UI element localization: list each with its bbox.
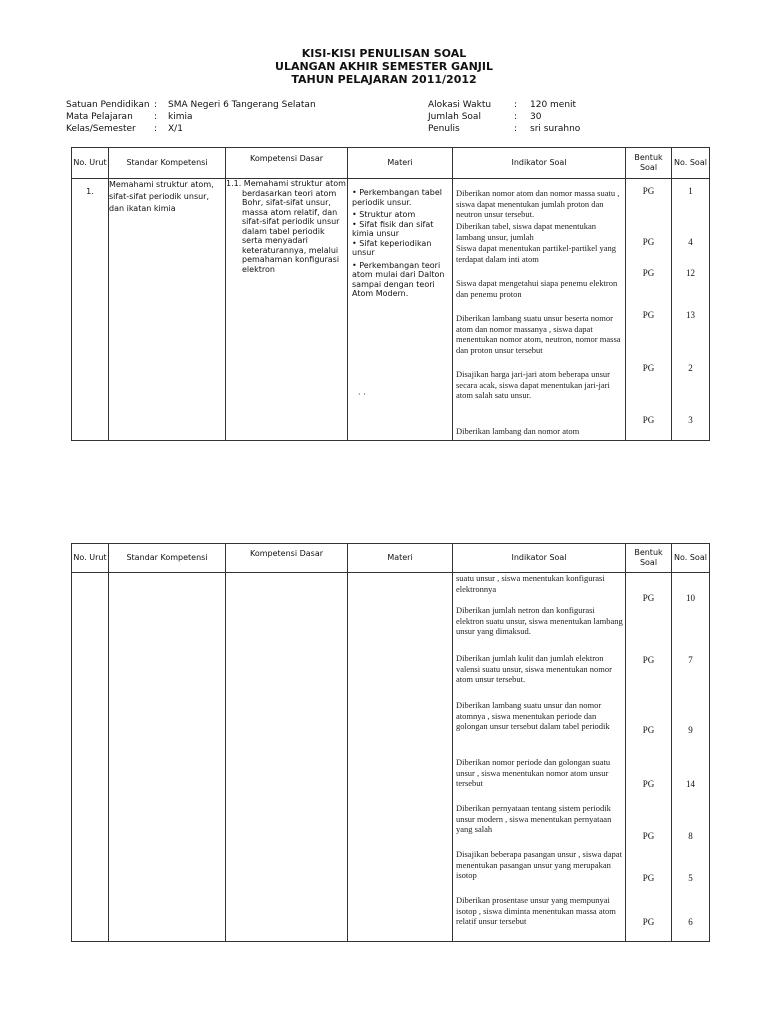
meta-row-satuan: Satuan Pendidikan : SMA Negeri 6 Tangerang Selatan xyxy=(66,100,316,110)
meta-value: 30 xyxy=(530,112,542,122)
header-kompetensi: Kompetensi Dasar xyxy=(226,148,348,179)
materi-dots: · · xyxy=(358,390,366,399)
bentuk-soal-value: PG xyxy=(642,917,655,927)
bentuk-soal-value: PG xyxy=(642,873,655,883)
header-standar: Standar Kompetensi xyxy=(109,148,226,179)
indikator-cell xyxy=(453,179,626,441)
table-row xyxy=(72,179,710,441)
meta-row-jumlah: Jumlah Soal : 30 xyxy=(428,112,542,122)
indikator-item: Diberikan lambang suatu unsur beserta nomor atom dan nomor massanya , siswa dapat menentukan nomor atom, neutron, nomor massa dan proton unsur tersebut xyxy=(456,313,621,355)
header-no-soal: No. Soal xyxy=(672,544,710,573)
meta-label: Alokasi Waktu xyxy=(428,100,492,110)
kompetensi-dasar-value: 1.1. Memahami struktur atom berdasarkan teori atom Bohr, sifat-sifat unsur, massa atom relatif, dan sifat-sifat periodik unsur dalam tabel periodik serta menyadari keteraturannya, melalui pemahaman konfigurasi elektron xyxy=(226,179,346,274)
table-header-row xyxy=(72,148,710,179)
header-materi: Materi xyxy=(348,544,453,573)
header-no-urut: No. Urut xyxy=(72,148,109,179)
indikator-item: Diberikan tabel, siswa dapat menentukan lambang unsur, jumlah xyxy=(456,221,596,242)
header-indikator: Indikator Soal xyxy=(453,544,626,573)
no-soal-value: 13 xyxy=(686,310,695,320)
meta-row-kelas: Kelas/Semester : X/1 xyxy=(66,124,183,134)
table-row xyxy=(72,573,710,942)
bentuk-soal-value: PG xyxy=(642,831,655,841)
meta-value: X/1 xyxy=(168,124,183,134)
indikator-item: Disajikan beberapa pasangan unsur , siswa dapat menentukan pasangan unsur yang merupakan isotop xyxy=(456,849,622,880)
meta-row-mapel: Mata Pelajaran : kimia xyxy=(66,112,193,122)
no-soal-value: 6 xyxy=(688,917,693,927)
header-no-urut: No. Urut xyxy=(72,544,109,573)
indikator-item: Diberikan prosentase unsur yang mempunyai isotop , siswa diminta menentukan massa atom relatif unsur tersebut xyxy=(456,895,616,926)
materi-item: • Perkembangan teori atom mulai dari Dalton sampai dengan teori Atom Modern. xyxy=(352,260,445,298)
document-title xyxy=(0,47,768,86)
table-header-row xyxy=(72,544,710,573)
no-soal-value: 2 xyxy=(688,363,693,373)
header-bentuk: Bentuk Soal xyxy=(626,148,672,179)
bentuk-soal-value: PG xyxy=(642,310,655,320)
meta-label: Satuan Pendidikan xyxy=(66,100,150,110)
title-line-3: TAHUN PELAJARAN 2011/2012 xyxy=(291,73,477,86)
no-soal-cell xyxy=(672,179,710,441)
bentuk-soal-value: PG xyxy=(642,186,655,196)
no-soal-value: 8 xyxy=(688,831,693,841)
meta-label: Mata Pelajaran xyxy=(66,112,133,122)
indikator-cell xyxy=(453,573,626,942)
meta-value: kimia xyxy=(168,112,193,122)
meta-value: 120 menit xyxy=(530,100,577,110)
bentuk-soal-value: PG xyxy=(642,415,655,425)
materi-item: • Sifat fisik dan sifat kimia unsur xyxy=(352,219,434,238)
bentuk-soal-value: PG xyxy=(642,363,655,373)
standar-kompetensi-text xyxy=(109,573,226,942)
indikator-item: Disajikan harga jari-jari atom beberapa unsur secara acak, siswa dapat menentukan jari-jari atom salah satu unsur. xyxy=(456,369,610,400)
bentuk-soal-value: PG xyxy=(642,655,655,665)
no-soal-value: 7 xyxy=(688,655,693,665)
meta-row-penulis: Penulis : sri surahno xyxy=(428,124,581,134)
materi-item: • Perkembangan tabel periodik unsur. xyxy=(352,188,442,207)
indikator-item: Siswa dapat menentukan partikel-partikel yang terdapat dalam inti atom xyxy=(456,243,617,264)
header-no-soal: No. Soal xyxy=(672,148,710,179)
header-standar: Standar Kompetensi xyxy=(109,544,226,573)
bentuk-soal-value: PG xyxy=(642,237,655,247)
bentuk-soal-cell xyxy=(626,573,672,942)
indikator-item: Diberikan nomor periode dan golongan suatu unsur , siswa menentukan nomor atom unsur tersebut xyxy=(456,757,611,788)
meta-value: sri surahno xyxy=(530,124,581,134)
materi-cell xyxy=(348,573,453,942)
meta-row-alokasi: Alokasi Waktu : 120 menit xyxy=(428,100,577,110)
indikator-item: Diberikan lambang suatu unsur dan nomor atomnya , siswa menentukan periode dan golongan unsur tersebut dalam tabel periodik xyxy=(456,700,610,731)
header-indikator: Indikator Soal xyxy=(453,148,626,179)
no-soal-value: 14 xyxy=(686,779,695,789)
kompetensi-dasar-text xyxy=(226,179,348,441)
indikator-item: Diberikan pernyataan tentang sistem periodik unsur modern , siswa menentukan pernyataan yang salah xyxy=(456,803,612,834)
row-number: 1. xyxy=(72,179,109,441)
indikator-item: Diberikan lambang dan nomor atom xyxy=(456,426,580,436)
bentuk-soal-value: PG xyxy=(642,725,655,735)
no-soal-value: 4 xyxy=(688,237,693,247)
indikator-item: Siswa dapat mengetahui siapa penemu elektron dan penemu proton xyxy=(456,278,618,299)
no-soal-cell xyxy=(672,573,710,942)
bentuk-soal-value: PG xyxy=(642,593,655,603)
materi-item: • Sifat keperiodikan unsur xyxy=(352,238,432,257)
indikator-item: Diberikan jumlah kulit dan jumlah elektron valensi suatu unsur, siswa menentukan nomor atom unsur tersebut. xyxy=(456,653,612,684)
bentuk-soal-value: PG xyxy=(642,779,655,789)
indikator-item: Diberikan jumlah netron dan konfigurasi elektron suatu unsur, siswa menentukan lambang unsur yang dimaksud. xyxy=(456,605,623,636)
header-materi: Materi xyxy=(348,148,453,179)
header-bentuk: Bentuk Soal xyxy=(626,544,672,573)
no-soal-value: 1 xyxy=(688,186,693,196)
header-kompetensi: Kompetensi Dasar xyxy=(226,544,348,573)
materi-item: • Struktur atom xyxy=(352,210,416,219)
no-soal-value: 5 xyxy=(688,873,693,883)
row-number xyxy=(72,573,109,942)
meta-left xyxy=(66,99,316,135)
meta-right xyxy=(428,99,580,135)
no-soal-value: 3 xyxy=(688,415,693,425)
no-soal-value: 10 xyxy=(686,593,695,603)
meta-label: Penulis xyxy=(428,124,460,134)
bentuk-soal-cell xyxy=(626,179,672,441)
materi-cell xyxy=(348,179,453,441)
title-line-1: KISI-KISI PENULISAN SOAL xyxy=(301,47,467,60)
title-line-2: ULANGAN AKHIR SEMESTER GANJIL xyxy=(275,60,493,73)
bentuk-soal-value: PG xyxy=(642,268,655,278)
no-soal-value: 9 xyxy=(688,725,693,735)
meta-label: Jumlah Soal xyxy=(428,112,481,122)
kompetensi-dasar-text xyxy=(226,573,348,942)
kisi-table-2 xyxy=(71,543,710,942)
no-soal-value: 12 xyxy=(686,268,695,278)
indikator-item: Diberikan nomor atom dan nomor massa suatu , siswa dapat menentukan jumlah proton dan neutron unsur tersebut. xyxy=(456,188,620,219)
meta-label: Kelas/Semester xyxy=(66,124,136,134)
standar-kompetensi-text: Memahami struktur atom, sifat-sifat periodik unsur, dan ikatan kimia xyxy=(109,179,226,441)
meta-value: SMA Negeri 6 Tangerang Selatan xyxy=(168,100,316,110)
kisi-table-1 xyxy=(71,147,710,441)
indikator-item: suatu unsur , siswa menentukan konfigurasi elektronnya xyxy=(456,573,605,594)
